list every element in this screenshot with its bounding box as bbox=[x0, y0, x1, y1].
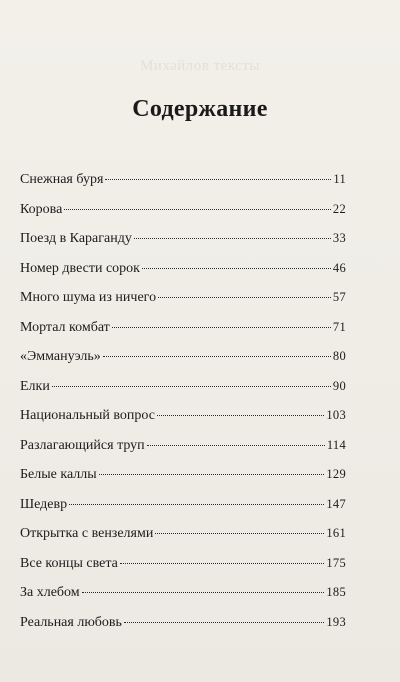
toc-entry-page: 46 bbox=[332, 260, 346, 275]
toc-entry bbox=[20, 613, 346, 643]
toc-entry bbox=[20, 318, 346, 348]
toc-entry-page: 185 bbox=[326, 585, 346, 599]
toc-entry-page: 175 bbox=[326, 555, 346, 570]
toc-entry-title: Много шума из ничего bbox=[20, 290, 157, 305]
toc-leader-dots bbox=[105, 179, 331, 180]
toc-entry-page: 57 bbox=[332, 290, 346, 304]
toc-leader-dots bbox=[147, 445, 325, 446]
toc-leader-dots bbox=[64, 209, 331, 210]
toc-leader-dots bbox=[103, 356, 331, 357]
toc-entry bbox=[20, 200, 346, 230]
toc-entry-page: 33 bbox=[332, 231, 346, 245]
toc-entry-title: Шедевр bbox=[20, 496, 68, 512]
toc-entry-page: 103 bbox=[326, 408, 346, 422]
toc-entry-title: Снежная буря bbox=[20, 172, 104, 187]
toc-leader-dots bbox=[99, 474, 325, 475]
toc-entry bbox=[20, 554, 346, 584]
toc-leader-dots bbox=[158, 297, 331, 298]
toc-leader-dots bbox=[157, 415, 324, 416]
toc-entry-page: 80 bbox=[332, 349, 346, 363]
toc-leader-dots bbox=[82, 592, 325, 593]
toc-entry-title: Национальный вопрос bbox=[20, 408, 155, 423]
toc-entry bbox=[20, 583, 346, 613]
toc-leader-dots bbox=[155, 533, 324, 534]
toc-entry bbox=[20, 495, 346, 525]
toc-entry bbox=[20, 229, 346, 259]
toc-leader-dots bbox=[124, 622, 324, 623]
toc-entry bbox=[20, 170, 346, 200]
toc-entry-title: Мортал комбат bbox=[20, 319, 110, 335]
toc-entry bbox=[20, 288, 346, 318]
toc-leader-dots bbox=[142, 268, 331, 269]
toc-entry-title: Открытка с вензелями bbox=[20, 526, 154, 541]
toc-entry-title: Елки bbox=[20, 378, 50, 394]
toc-entry-title: Реальная любовь bbox=[20, 614, 122, 630]
toc-entry bbox=[20, 259, 346, 289]
toc-leader-dots bbox=[52, 386, 331, 387]
toc-entry bbox=[20, 465, 346, 495]
toc-entry-page: 11 bbox=[333, 172, 346, 186]
toc-entry-title: Все концы света bbox=[20, 555, 118, 571]
toc-entry-page: 161 bbox=[326, 526, 346, 540]
toc-leader-dots bbox=[120, 563, 324, 564]
toc-entry-page: 71 bbox=[332, 319, 346, 334]
toc-entry bbox=[20, 406, 346, 436]
toc-entry-title: За хлебом bbox=[20, 585, 80, 600]
toc-leader-dots bbox=[112, 327, 331, 328]
toc-entry-title: Корова bbox=[20, 201, 63, 217]
toc-entry-page: 193 bbox=[326, 614, 346, 629]
toc-entry-page: 114 bbox=[326, 437, 346, 452]
toc-entry-page: 22 bbox=[332, 201, 346, 216]
toc-leader-dots bbox=[69, 504, 324, 505]
toc-entry bbox=[20, 524, 346, 554]
toc-entry bbox=[20, 436, 346, 466]
toc-leader-dots bbox=[134, 238, 331, 239]
toc-entry-title: Номер двести сорок bbox=[20, 260, 140, 276]
page-title: Содержание bbox=[132, 96, 268, 122]
toc-entry bbox=[20, 377, 346, 407]
toc-entry-title: «Эммануэль» bbox=[20, 349, 101, 364]
toc-entry bbox=[20, 347, 346, 377]
toc-entry-title: Разлагающийся труп bbox=[20, 437, 145, 453]
table-of-contents bbox=[20, 170, 346, 642]
toc-entry-page: 129 bbox=[326, 467, 346, 481]
toc-entry-title: Белые каллы bbox=[20, 467, 97, 482]
bleed-through-text: Михайлов тексты bbox=[139, 58, 261, 74]
toc-entry-title: Поезд в Караганду bbox=[20, 231, 132, 246]
toc-entry-page: 90 bbox=[332, 378, 346, 393]
toc-entry-page: 147 bbox=[326, 496, 346, 511]
